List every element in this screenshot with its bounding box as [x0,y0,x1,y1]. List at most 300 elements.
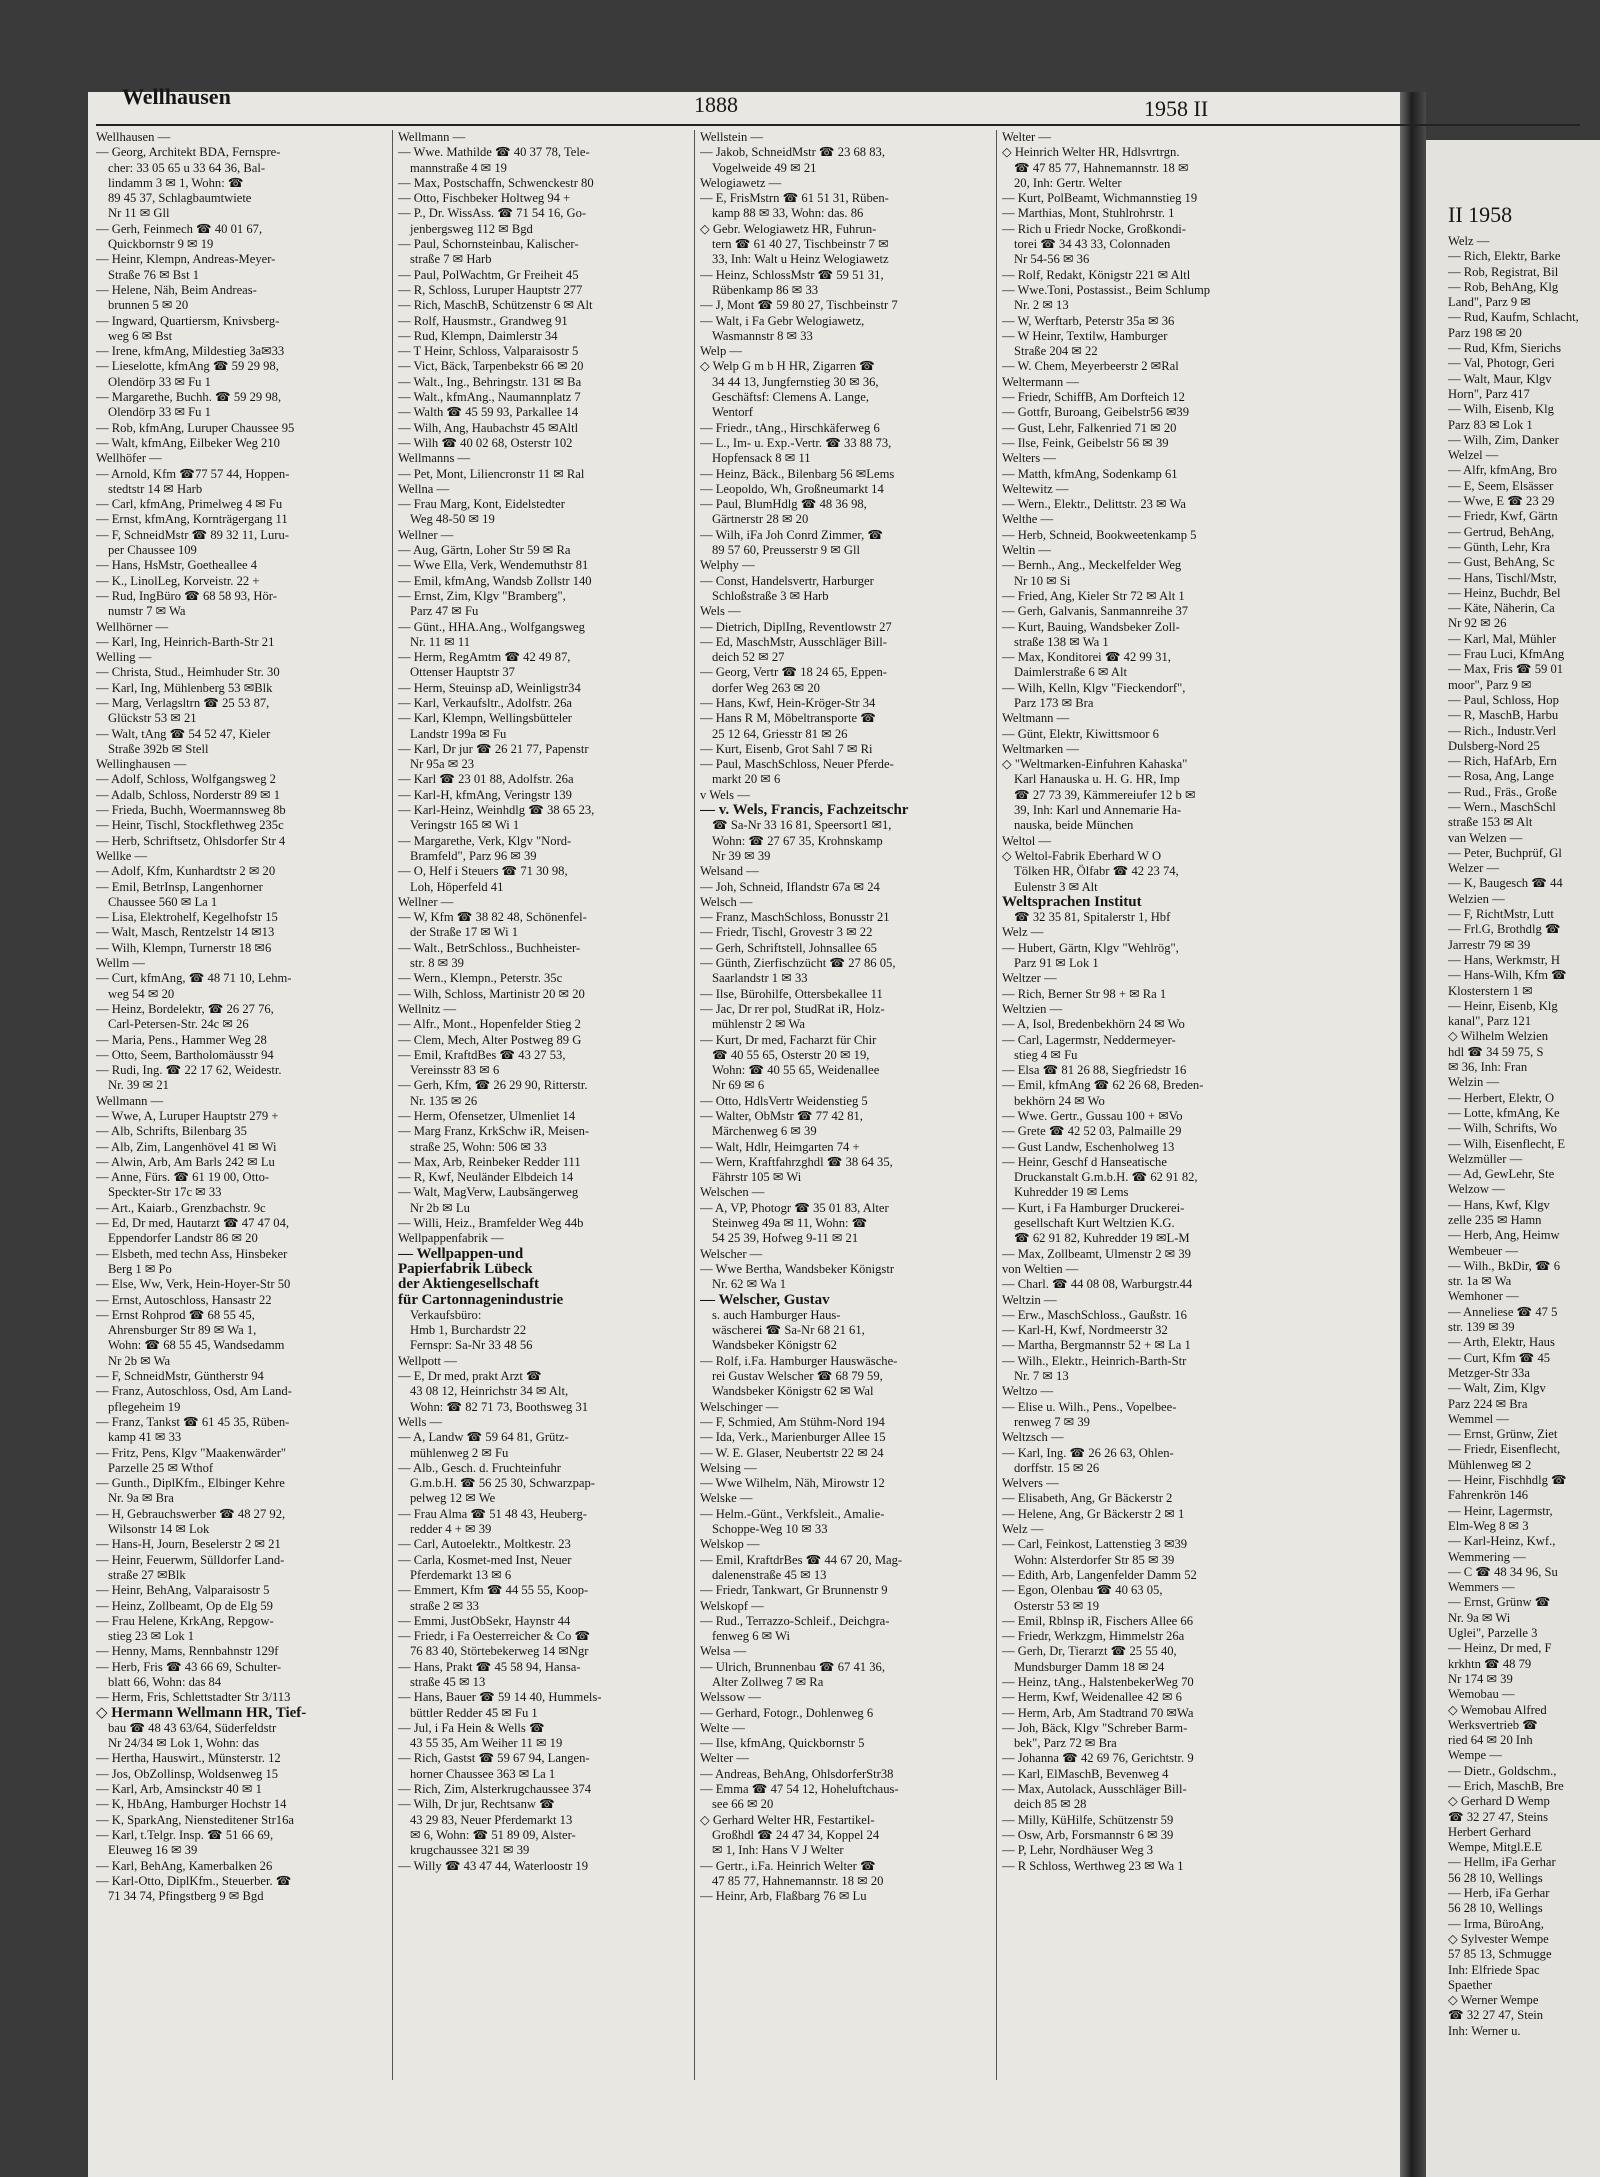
entry-continuation: Nr 95a ✉ 23 [410,757,475,772]
surname-heading: Welskop — [700,1537,760,1552]
entry-continuation: Nr. 62 ✉ Wa 1 [712,1277,787,1292]
entry-continuation: Parz 173 ✉ Bra [1014,695,1094,710]
entry-continuation: Nr. 11 ✉ 11 [410,634,470,649]
directory-entry: — Paul, BlumHdlg ☎ 48 36 98, [700,497,867,512]
directory-entry: — Alb., Gesch. d. Fruchteinfuhr [398,1460,561,1475]
directory-entry: — Emil, kfmAng ☎ 62 26 68, Breden- [1002,1078,1204,1093]
facing-page-entry: 56 28 10, Wellings [1448,1901,1543,1916]
entry-continuation: Veringstr 165 ✉ Wi 1 [410,818,520,833]
directory-entry: — Rich u Friedr Nocke, Großkondi- [1002,221,1186,236]
directory-entry: — Rud., Terrazzo-Schleif., Deichgra- [700,1613,890,1628]
entry-continuation: 47 85 77, Hahnemannstr. 18 ✉ 20 [712,1873,884,1888]
facing-page-entry: — Herb, Ang, Heimw [1448,1228,1560,1243]
surname-heading: Weltzsch — [1002,1430,1064,1445]
surname-heading: Wellmanns — [398,451,471,466]
surname-heading: v Wels — [700,787,750,802]
directory-entry: — Karl, Verkaufsltr., Adolfstr. 26a [398,695,572,710]
facing-page-entry: Wemobau — [1448,1687,1515,1702]
facing-page-entry: Uglei", Parzelle 3 [1448,1626,1538,1641]
directory-entry: — Franz, MaschSchloss, Bonusstr 21 [700,910,890,925]
facing-page-entry: zelle 235 ✉ Hamn [1448,1213,1542,1227]
facing-page-entry: — Rosa, Ang, Lange [1448,769,1554,784]
entry-continuation: ☎ 62 91 82, Kuhredder 19 ✉L-M [1014,1231,1190,1246]
facing-page-entry: ☎ 32 27 47, Steins [1448,1809,1548,1824]
surname-heading: Wellke — [96,848,148,863]
surname-heading: Wellhöfer — [96,451,162,466]
surname-heading: Welscher — [700,1246,763,1261]
facing-page-entry: str. 139 ✉ 39 [1448,1320,1515,1335]
entry-continuation: Vereinsstr 83 ✉ 6 [410,1063,500,1078]
facing-page-entry: — Heinr, Lagermstr, [1448,1503,1553,1518]
entry-continuation: ☎ Sa-Nr 33 16 81, Speersort1 ✉1, [712,818,892,833]
directory-entry: — Otto, HdlsVertr Weidenstieg 5 [700,1093,868,1108]
entry-continuation: 39, Inh: Karl und Annemarie Ha- [1014,803,1182,818]
directory-entry: — Wilh., Elektr., Heinrich-Barth-Str [1002,1353,1187,1368]
surname-heading: Welter — [700,1751,749,1766]
directory-entry: ◇ Heinrich Welter HR, Hdlsvrtrgn. [1002,145,1180,160]
directory-entry: — Gerh, Dr, Tierarzt ☎ 25 55 40, [1002,1644,1177,1659]
directory-entry: — Rolf, i.Fa. Hamburger Hauswäsche- [700,1353,898,1368]
entry-continuation: straße 25, Wohn: 506 ✉ 33 [410,1139,547,1154]
entry-continuation: Alter Zollweg 7 ✉ Ra [712,1674,824,1689]
directory-entry: — A, Isol, Bredenbekhörn 24 ✉ Wo [1002,1017,1185,1032]
facing-page-entry: Klosterstern 1 ✉ [1448,983,1533,998]
facing-page-entry: Metzger-Str 33a [1448,1365,1530,1380]
entry-continuation: stieg 4 ✉ Fu [1014,1047,1078,1062]
directory-entry: — Carl, Autoelektr., Moltkestr. 23 [398,1537,571,1552]
directory-entry: — F, SchneidMstr, Güntherstr 94 [96,1369,264,1384]
entry-continuation: Steinweg 49a ✉ 11, Wohn: ☎ [712,1216,868,1231]
facing-page-entry: — Walt, Zim, Klgv [1448,1381,1546,1396]
directory-entry: — Günt., HHA.Ang., Wolfgangsweg [398,619,585,634]
directory-entry: — Egon, Olenbau ☎ 40 63 05, [1002,1583,1163,1598]
facing-page-entry: — Friedr, Kwf, Gärtn [1448,509,1558,524]
entry-continuation: markt 20 ✉ 6 [712,772,781,787]
surname-heading: Wellner — [398,527,454,542]
directory-entry: — Walt, i Fa Gebr Welogiawetz, [700,313,865,328]
directory-entry: — Emmert, Kfm ☎ 44 55 55, Koop- [398,1583,589,1598]
entry-continuation: 34 44 13, Jungfernstieg 30 ✉ 36, [712,374,879,389]
entry-continuation: straße 27 ✉Blk [108,1567,186,1582]
facing-page-entry: Wemhoner — [1448,1289,1519,1304]
directory-entry: — Heinr, Tischl, Stockflethweg 235c [96,818,284,833]
highlighted-entry: — v. Wels, Francis, Fachzeitschr [700,803,909,819]
directory-entry: — Margarethe, Verk, Klgv "Nord- [398,833,572,848]
directory-entry: — Lieselotte, kfmAng ☎ 59 29 98, [96,359,279,374]
directory-entry: — Ernst, kfmAng, Kornträgergang 11 [96,512,288,527]
entry-continuation: Speckter-Str 17c ✉ 33 [108,1185,222,1200]
directory-entry: — Herm, Fris, Schlettstadter Str 3/113 [96,1690,291,1705]
entry-continuation: blatt 66, Wohn: das 84 [108,1674,222,1689]
entry-continuation: Nr 39 ✉ 39 [712,848,771,863]
entry-continuation: per Chaussee 109 [108,543,197,558]
facing-page-entry: — Alfr, kfmAng, Bro [1448,463,1557,478]
surname-heading: Wells — [398,1414,443,1429]
entry-continuation: Wandsbeker Königstr 62 [712,1338,837,1353]
directory-entry: — Marg Franz, KrkSchw iR, Meisen- [398,1124,590,1139]
directory-entry: — Rudi, Ing. ☎ 22 17 62, Weidestr. [96,1063,282,1078]
directory-columns [96,130,1296,2080]
directory-entry: — Friedr, Tankwart, Gr Brunnenstr 9 [700,1583,888,1598]
facing-page-entry: — Wilh., BkDir, ☎ 6 [1448,1258,1561,1273]
directory-entry: — Walt., Ing., Behringstr. 131 ✉ Ba [398,374,582,389]
directory-entry: — Wilh ☎ 40 02 68, Osterstr 102 [398,435,573,450]
surname-heading: Wellpappenfabrik — [398,1231,504,1246]
entry-continuation: weg 54 ✉ 20 [108,986,175,1001]
facing-page-entry: — K, Baugesch ☎ 44 [1448,876,1563,891]
directory-entry: — Jul, i Fa Hein & Wells ☎ [398,1720,545,1735]
facing-page-entry: Wemmering — [1448,1549,1526,1564]
facing-page-entry: — Rich, HafArb, Ern [1448,754,1557,769]
surname-heading: Welthe — [1002,512,1054,527]
facing-page-entry: — R, MaschB, Harbu [1448,708,1559,723]
entry-continuation: ☎ 40 55 65, Osterstr 20 ✉ 19, [712,1047,870,1062]
entry-continuation: renweg 7 ✉ 39 [1014,1414,1090,1429]
page-number: 1888 [694,92,738,117]
facing-page-entry: — Wern., MaschSchl [1448,799,1556,814]
directory-entry: — Gust, Lehr, Falkenried 71 ✉ 20 [1002,420,1177,435]
facing-page-entry: Mühlenweg ✉ 2 [1448,1457,1532,1472]
directory-entry: — Hans-H, Journ, Beselerstr 2 ✉ 21 [96,1537,281,1552]
entry-continuation: Wasmannstr 8 ✉ 33 [712,328,813,343]
facing-page-entry: Nr. 9a ✉ Wi [1448,1610,1511,1625]
facing-page-entry: — Wilh, Zim, Danker [1448,432,1559,447]
directory-entry: — Karl-Otto, DiplKfm., Steuerber. ☎ [96,1873,292,1888]
directory-entry: — Hans R M, Möbeltransporte ☎ [700,711,876,726]
facing-page-entry: ◇ Wilhelm Welzien [1448,1029,1549,1044]
directory-entry: — Joh, Schneid, Iflandstr 67a ✉ 24 [700,879,880,894]
facing-page-entry: — Heinr, Eisenb, Klg [1448,998,1558,1013]
surname-heading: Welssow — [700,1690,761,1705]
directory-entry: — Rolf, Redakt, Königstr 221 ✉ Altl [1002,267,1191,282]
facing-page-entry: Spaether [1448,1977,1493,1992]
directory-entry: — Adolf, Kfm, Kunhardtstr 2 ✉ 20 [96,864,276,879]
highlighted-entry: Papierfabrik Lübeck [398,1261,533,1277]
entry-continuation: Saarlandstr 1 ✉ 33 [712,971,808,986]
directory-entry: — Walt., kfmAng., Naumannplatz 7 [398,390,581,405]
directory-entry: — Emil, BetrInsp, Langenhorner [96,879,263,894]
facing-page-entry: — Rud, Kaufm, Schlacht, [1448,310,1579,325]
directory-entry: — Rolf, Hausmstr., Grandweg 91 [398,313,568,328]
entry-continuation: bekhörn 24 ✉ Wo [1014,1093,1105,1108]
entry-continuation: dalenenstraße 45 ✉ 13 [712,1567,827,1582]
directory-entry: — Friedr, Werkzgm, Himmelstr 26a [1002,1629,1185,1644]
facing-page-entry: — Käte, Näherin, Ca [1448,601,1555,616]
entry-continuation: 54 25 39, Hofweg 9-11 ✉ 21 [712,1231,859,1246]
entry-continuation: Mundsburger Damm 18 ✉ 24 [1014,1659,1165,1674]
entry-continuation: Parzelle 25 ✉ Wthof [108,1460,214,1475]
entry-continuation: Fernspr: Sa-Nr 33 48 56 [410,1338,533,1353]
entry-continuation: tern ☎ 61 40 27, Tischbeinstr 7 ✉ [712,237,889,252]
directory-entry: — Wern., Klempn., Peterstr. 35c [398,971,563,986]
directory-entry: — K, HbAng, Hamburger Hochstr 14 [96,1797,287,1812]
facing-page-entry: straße 153 ✉ Alt [1448,815,1533,830]
directory-entry: — Herm, Steuinsp aD, Weinligstr34 [398,680,581,695]
directory-entry: — Dietrich, DiplIng, Reventlowstr 27 [700,619,892,634]
directory-entry: — Anne, Fürs. ☎ 61 19 00, Otto- [96,1170,270,1185]
directory-entry: ◇ Weltol-Fabrik Eberhard W O [1002,848,1162,863]
facing-page-entry: Welzer — [1448,861,1500,876]
directory-entry: — Wwe.Toni, Postassist., Beim Schlump [1002,282,1211,297]
surname-heading: Weltzer — [1002,971,1057,986]
directory-entry: — Lisa, Elektrohelf, Kegelhofstr 15 [96,910,278,925]
directory-entry: — Arnold, Kfm ☎77 57 44, Hoppen- [96,466,290,481]
directory-entry: — Alb, Schrifts, Bilenbarg 35 [96,1124,247,1139]
directory-entry: — Karl, ElMaschB, Bevenweg 4 [1002,1766,1169,1781]
facing-page-entry: — Hans, Kwf, Klgv [1448,1197,1550,1212]
facing-page-entry: Wempe — [1448,1748,1502,1763]
directory-entry: — Walt, Hdlr, Heimgarten 74 + [700,1139,860,1154]
entry-continuation: stieg 23 ✉ Lok 1 [108,1629,195,1644]
entry-continuation: Tölken HR, Ölfabr ☎ 42 23 74, [1014,864,1179,879]
surname-heading: Welvers — [1002,1476,1059,1491]
directory-entry: — Wwe Bertha, Wandsbeker Königstr [700,1261,895,1276]
entry-continuation: deich 85 ✉ 28 [1014,1797,1087,1812]
facing-page-entry: — Dietr., Goldschm., [1448,1763,1557,1778]
directory-entry: — Karl, Ing, Heinrich-Barth-Str 21 [96,634,275,649]
entry-continuation: Nr. 135 ✉ 26 [410,1093,478,1108]
entry-continuation: redder 4 + ✉ 39 [410,1522,492,1537]
facing-page-entry: — Ad, GewLehr, Ste [1448,1167,1555,1182]
directory-entry: — Heinr, BehAng, Valparaisostr 5 [96,1583,270,1598]
entry-continuation: dorffstr. 15 ✉ 26 [1014,1460,1100,1475]
entry-continuation: Osterstr 53 ✉ 19 [1014,1598,1100,1613]
directory-entry: — Walt, tAng ☎ 54 52 47, Kieler [96,726,271,741]
directory-entry: — Edith, Arb, Langenfelder Damm 52 [1002,1567,1197,1582]
directory-entry: — W, Kfm ☎ 38 82 48, Schönenfel- [398,910,587,925]
surname-heading: Weltzo — [1002,1384,1054,1399]
directory-entry: — P., Dr. WissAss. ☎ 71 54 16, Go- [398,206,587,221]
entry-continuation: 33, Inh: Walt u Heinz Welogiawetz [712,252,889,267]
directory-entry: — Hans, Prakt ☎ 45 58 94, Hansa- [398,1659,581,1674]
directory-entry: — Ernst, Autoschloss, Hansastr 22 [96,1292,272,1307]
directory-entry: — F, Schmied, Am Stühm-Nord 194 [700,1414,885,1429]
surname-heading: Welsch — [700,894,753,909]
directory-entry: — Ida, Verk., Marienburger Allee 15 [700,1430,886,1445]
entry-continuation: Weg 48-50 ✉ 19 [410,512,495,527]
surname-heading: Wellstein — [700,130,763,144]
entry-continuation: Ottenser Hauptstr 37 [410,665,515,680]
entry-continuation: straße 138 ✉ Wa 1 [1014,634,1109,649]
directory-entry: — Wwe Wilhelm, Näh, Mirowstr 12 [700,1476,885,1491]
directory-entry: — Willy ☎ 43 47 44, Waterloostr 19 [398,1858,588,1873]
directory-entry: — R, Kwf, Neuländer Elbdeich 14 [398,1170,574,1185]
directory-entry: — Wwe Ella, Verk, Wendemuthstr 81 [398,558,589,573]
directory-entry: — Hubert, Gärtn, Klgv "Wehlrög", [1002,940,1179,955]
directory-column-2 [398,130,682,2080]
surname-heading: Welters — [1002,451,1056,466]
facing-page-entry: — Max, Fris ☎ 59 01 [1448,662,1564,677]
surname-heading: Welskopf — [700,1598,764,1613]
header-rule [96,124,1580,126]
directory-entry: — Karl-H, kfmAng, Veringstr 139 [398,787,572,802]
highlighted-entry: Weltsprachen Institut [1002,894,1142,910]
directory-entry: — Karl, t.Telgr. Insp. ☎ 51 66 69, [96,1827,274,1842]
directory-entry: — Rob, kfmAng, Luruper Chaussee 95 [96,420,295,435]
facing-page-entry: — Heinr, Fischhdlg ☎ [1448,1473,1567,1488]
entry-continuation: jenbergsweg 112 ✉ Bgd [410,221,533,236]
facing-page-entry: ◇ Wemobau Alfred [1448,1702,1547,1717]
directory-entry: — Wilh, Kelln, Klgv "Fieckendorf", [1002,680,1186,695]
facing-page-entry: — Hans-Wilh, Kfm ☎ [1448,968,1567,983]
directory-entry: — Günt, Elektr, Kiwittsmoor 6 [1002,726,1159,741]
directory-entry: — Heinz, tAng., HalstenbekerWeg 70 [1002,1674,1194,1689]
directory-entry: — Pet, Mont, Liliencronstr 11 ✉ Ral [398,466,585,481]
highlighted-entry: der Aktiengesellschaft [398,1277,539,1293]
facing-page-entry: ried 64 ✉ 20 Inh [1448,1733,1533,1748]
directory-entry: — Hertha, Hauswirt., Münsterstr. 12 [96,1751,281,1766]
directory-entry: — Elisabeth, Ang, Gr Bäckerstr 2 [1002,1491,1173,1506]
entry-continuation: weg 6 ✉ Bst [108,328,173,343]
directory-entry: — Vict, Bäck, Tarpenbekstr 66 ✉ 20 [398,359,584,374]
entry-continuation: Olendörp 33 ✉ Fu 1 [108,405,211,420]
entry-continuation: büttler Redder 45 ✉ Fu 1 [410,1705,538,1720]
directory-entry: — Bernh., Ang., Meckelfelder Weg [1002,558,1182,573]
directory-entry: — Art., Kaiarb., Grenzbachstr. 9c [96,1200,266,1215]
entry-continuation: Wohn: ☎ 82 71 73, Boothsweg 31 [410,1399,589,1414]
directory-entry: — Walt, MagVerw, Laubsängerweg [398,1185,579,1200]
facing-page-entry: — Karl-Heinz, Kwf., [1448,1534,1556,1549]
surname-heading: Welling — [96,650,152,665]
entry-continuation: kamp 88 ✉ 33, Wohn: das. 86 [712,206,864,221]
entry-continuation: Rübenkamp 86 ✉ 33 [712,282,819,297]
directory-entry: — Max, Konditorei ☎ 42 99 31, [1002,650,1171,665]
facing-page-entry: — Wilh, Eisenb, Klg [1448,402,1554,417]
entry-continuation: Nr 54-56 ✉ 36 [1014,252,1090,267]
entry-continuation: Bramfeld", Parz 96 ✉ 39 [410,848,537,863]
book-gutter [1400,92,1426,2177]
directory-entry: — Grete ☎ 42 52 03, Palmaille 29 [1002,1124,1182,1139]
facing-page-entry: — Hans, Tischl/Mstr, [1448,570,1557,585]
directory-entry: — A, VP, Photogr ☎ 35 01 83, Alter [700,1200,889,1215]
entry-continuation: straße 7 ✉ Harb [410,252,492,267]
directory-entry: — Maria, Pens., Hammer Weg 28 [96,1032,267,1047]
directory-entry: — Alwin, Arb, Am Barls 242 ✉ Lu [96,1154,275,1169]
surname-heading: Welte — [700,1720,745,1735]
facing-page-entry: — Ernst, Grünw, Ziet [1448,1427,1558,1442]
directory-entry: — Friedr, i Fa Oesterreicher & Co ☎ [398,1629,591,1644]
entry-continuation: str. 8 ✉ 39 [410,956,464,971]
directory-entry: — Friedr., tAng., Hirschkäferweg 6 [700,420,880,435]
directory-entry: — Paul, MaschSchloss, Neuer Pferde- [700,757,894,772]
surname-heading: Wellnitz — [398,1001,457,1016]
directory-entry: — Willi, Heiz., Bramfelder Weg 44b [398,1216,584,1231]
directory-entry: — Adalb, Schloss, Norderstr 89 ✉ 1 [96,787,281,802]
directory-entry: — Karl, Dr jur ☎ 26 21 77, Papenstr [398,741,589,756]
directory-entry: — Helene, Näh, Beim Andreas- [96,282,257,297]
entry-continuation: fenweg 6 ✉ Wi [712,1629,791,1644]
entry-continuation: see 66 ✉ 20 [712,1797,774,1812]
directory-entry: — Walt., BetrSchloss., Buchheister- [398,940,581,955]
facing-page-entry: — Walt, Maur, Klgv [1448,371,1552,386]
entry-continuation: Landstr 199a ✉ Fu [410,726,507,741]
directory-entry: — Curt, kfmAng, ☎ 48 71 10, Lehm- [96,971,292,986]
directory-entry: — Wern., Elektr., Delittstr. 23 ✉ Wa [1002,497,1186,512]
directory-entry: — Otto, Seem, Bartholomäusstr 94 [96,1047,274,1062]
directory-entry: — Ilse, Bürohilfe, Ottersbekallee 11 [700,986,883,1001]
facing-page-entry: Wempe, Mitgl.E.E [1448,1840,1543,1855]
entry-continuation: Quickbornstr 9 ✉ 19 [108,237,214,252]
directory-entry: — Emmi, JustObSekr, Haynstr 44 [398,1613,571,1628]
entry-continuation: straße 45 ✉ 13 [410,1674,486,1689]
entry-continuation: Wilsonstr 14 ✉ Lok [108,1522,210,1537]
directory-entry: — Frau Alma ☎ 51 48 43, Heuberg- [398,1506,587,1521]
directory-entry: — Ed, MaschMstr, Ausschläger Bill- [700,634,887,649]
facing-page-entry: — Heinz, Buchdr, Bel [1448,585,1561,600]
directory-entry: ◇ Gerhard Welter HR, Festartikel- [700,1812,875,1827]
directory-entry: — Rud, IngBüro ☎ 68 58 93, Hör- [96,588,277,603]
entry-continuation: Nr 10 ✉ Si [1014,573,1071,588]
entry-continuation: Vogelweide 49 ✉ 21 [712,160,817,175]
directory-entry: — Walt, Masch, Rentzelstr 14 ✉13 [96,925,275,940]
directory-entry: — Heinz, Zollbeamt, Op de Elg 59 [96,1598,273,1613]
directory-entry: — R, Schloss, Luruper Hauptstr 277 [398,282,583,297]
entry-continuation: Nr 2b ✉ Wa [108,1353,171,1368]
surname-heading: Wellhörner — [96,619,169,634]
directory-column-3 [700,130,984,2080]
entry-continuation: nauska, beide München [1014,818,1134,833]
surname-heading: Wellm — [96,956,146,971]
entry-continuation: ☎ 27 73 39, Kämmereiufer 12 b ✉ [1014,787,1196,802]
directory-entry: — Aug, Gärtn, Loher Str 59 ✉ Ra [398,543,571,558]
directory-entry: — Rich, Gastst ☎ 59 67 94, Langen- [398,1751,590,1766]
directory-entry: — A, Landw ☎ 59 64 81, Grütz- [398,1430,569,1445]
entry-continuation: Verkaufsbüro: [410,1307,482,1322]
directory-entry: — Carl, Lagermstr, Neddermeyer- [1002,1032,1176,1047]
directory-entry: — Herm, RegAmtm ☎ 42 49 87, [398,650,571,665]
directory-entry: — Helene, Ang, Gr Bäckerstr 2 ✉ 1 [1002,1506,1185,1521]
facing-page-entry: — Hellm, iFa Gerhar [1448,1855,1556,1870]
directory-entry: — Gottfr, Buroang, Geibelstr56 ✉39 [1002,405,1190,420]
directory-entry: — Milly, KüHilfe, Schützenstr 59 [1002,1812,1174,1827]
directory-entry: — Frau Marg, Kont, Eidelstedter [398,497,565,512]
facing-page-entry: Parz 224 ✉ Bra [1448,1396,1528,1411]
surname-heading: Welz — [1002,1522,1044,1537]
surname-heading: Welogiawetz — [700,175,782,190]
directory-entry: — E, FrisMstrn ☎ 61 51 31, Rüben- [700,191,889,206]
surname-heading: Welp — [700,344,743,359]
entry-continuation: Nr 2b ✉ Lu [410,1200,470,1215]
facing-page-entry: — Peter, Buchprüf, Gl [1448,845,1562,860]
directory-entry: — Walth ☎ 45 59 93, Parkallee 14 [398,405,579,420]
facing-page-entry: Nr 174 ✉ 39 [1448,1671,1513,1686]
facing-page-entry: — Rob, BehAng, Klg [1448,279,1559,294]
entry-continuation: Eulenstr 3 ✉ Alt [1014,879,1098,894]
directory-entry: — Heinr, Klempn, Andreas-Meyer- [96,252,276,267]
directory-entry: — Karl-H, Kwf, Nordmeerstr 32 [1002,1323,1168,1338]
surname-heading: Wellmann — [398,130,466,144]
facing-page-entry: Dulsberg-Nord 25 [1448,738,1540,753]
facing-page-entry: Jarrestr 79 ✉ 39 [1448,937,1531,952]
entry-continuation: Wandsbeker Königstr 62 ✉ Wal [712,1384,874,1399]
facing-page-entry: Welzel — [1448,448,1499,463]
directory-entry: — Hans, HsMstr, Goetheallee 4 [96,558,258,573]
facing-page-entry: Herbert Gerhard [1448,1824,1531,1839]
directory-entry: ◇ "Weltmarken-Einfuhren Kahaska" [1002,757,1188,772]
directory-entry: — Henny, Mams, Rennbahnstr 129f [96,1644,279,1659]
facing-page-entry: Welzow — [1448,1182,1505,1197]
entry-continuation: bek", Parz 72 ✉ Bra [1014,1736,1117,1751]
directory-entry: — Franz, Tankst ☎ 61 45 35, Rüben- [96,1414,290,1429]
directory-entry: — H, Gebrauchswerber ☎ 48 27 92, [96,1506,286,1521]
directory-entry: — Gunth., DiplKfm., Elbinger Kehre [96,1476,285,1491]
directory-entry: — Gust Landw, Eschenholweg 13 [1002,1139,1175,1154]
entry-continuation: pelweg 12 ✉ We [410,1491,496,1506]
directory-entry: — Elsbeth, med techn Ass, Hinsbeker [96,1246,288,1261]
directory-entry: — Joh, Bäck, Klgv "Schreber Barm- [1002,1720,1188,1735]
directory-entry: — Frieda, Buchh, Woermannsweg 8b [96,803,286,818]
directory-entry: — Christa, Stud., Heimhuder Str. 30 [96,665,280,680]
